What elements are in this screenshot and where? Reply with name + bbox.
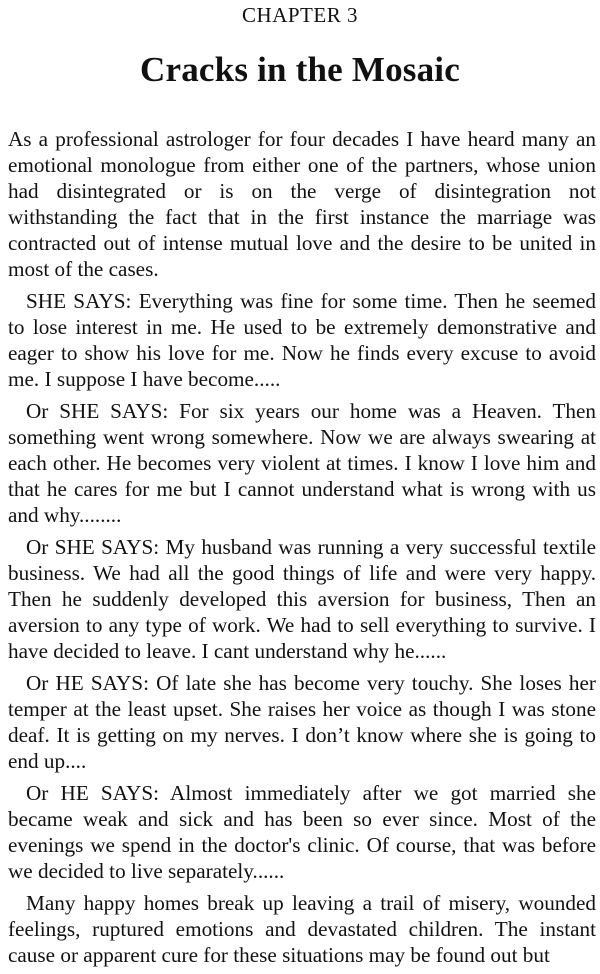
paragraph-intro: As a professional astrologer for four decades I have heard many an emotional monologue from either one of the partners, whose union had disintegrated or is on the verge of disintegration not withstanding the fact that in the first instance the marriage was contracted out of intense mutual love and the desire to be united in most of the cases. <box>8 127 596 281</box>
paragraph-conclusion: Many happy homes break up leaving a trail of misery, wounded feelings, ruptured emotions and devastated children. The instant cause or apparent cure for these situations may be found out but <box>8 891 596 967</box>
paragraph-he-says-1: Or HE SAYS: Of late she has become very touchy. She loses her temper at the least upset. She raises her voice as though I was stone deaf. It is getting on my nerves. I don’t know where she is going to end up.... <box>8 671 596 773</box>
chapter-label: CHAPTER 3 <box>242 3 358 27</box>
paragraph-he-says-2: Or HE SAYS: Almost immediately after we got married she became weak and sick and has been so ever since. Most of the evenings we spend in the doctor's clinic. Of course, that was before we decided to live separately...... <box>8 781 596 883</box>
paragraph-she-says-1: SHE SAYS: Everything was fine for some time. Then he seemed to lose interest in me. He used to be extremely demonstrative and eager to show his love for me. Now he finds every excuse to avoid me. I suppose I have become..... <box>8 289 596 391</box>
paragraph-she-says-2: Or SHE SAYS: For six years our home was a Heaven. Then something went wrong somewhere. Now we are always swearing at each other. He becomes very violent at times. I know I love him and that he cares for me but I cannot understand what is wrong with us and why........ <box>8 399 596 527</box>
chapter-title: Cracks in the Mosaic <box>140 50 460 89</box>
paragraph-she-says-3: Or SHE SAYS: My husband was running a very successful textile business. We had all the good things of life and were very happy. Then he suddenly developed this aversion for business, Then an aversion to any type of work. We had to sell everything to survive. I have decided to leave. I cant understand why he...... <box>8 535 596 663</box>
chapter-body <box>8 126 596 974</box>
